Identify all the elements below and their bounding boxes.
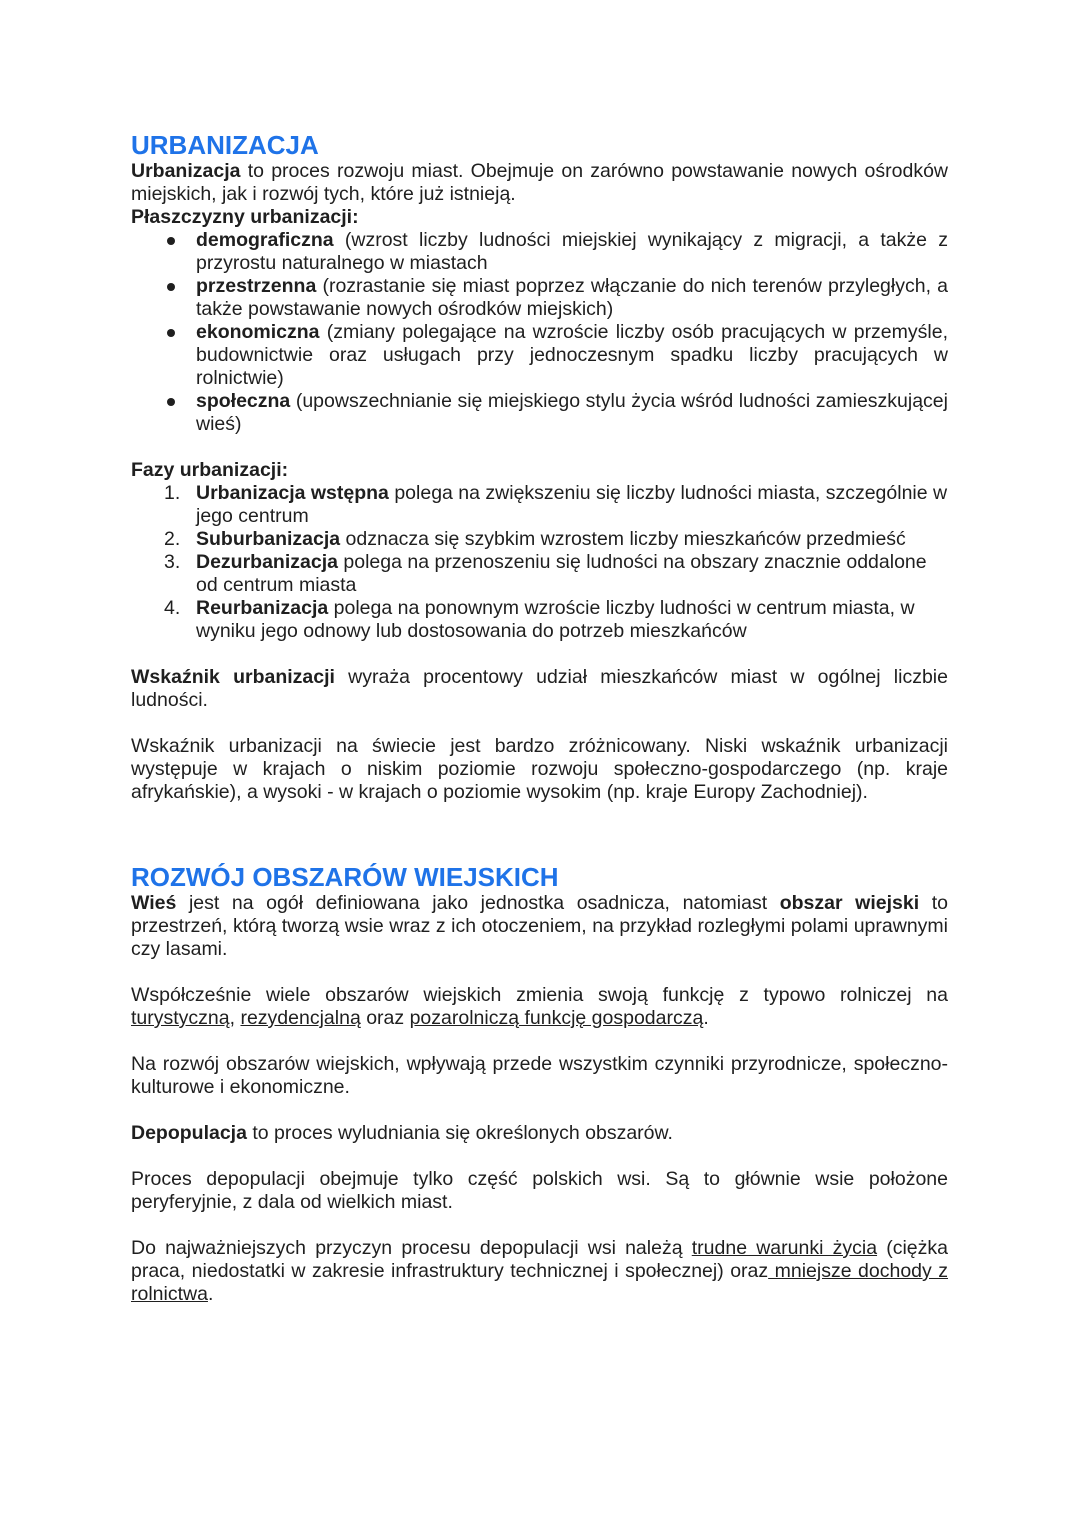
depopulation-scope-paragraph: Proces depopulacji obejmuje tylko część polskich wsi. Są to głównie wsie położone peryferyjnie, z dala od wielkich miast. bbox=[131, 1168, 948, 1213]
urbanization-definition: Urbanizacja to proces rozwoju miast. Obejmuje on zarówno powstawanie nowych ośrodków miejskich, jak i rozwój tych, które już istnieją. bbox=[131, 160, 948, 205]
depopulation-definition: Depopulacja to proces wyludniania się określonych obszarów. bbox=[131, 1122, 673, 1144]
section-title-urbanization: URBANIZACJA bbox=[131, 130, 319, 160]
list-item: 1. Urbanizacja wstępna polega na zwiększeniu się liczby ludności miasta, szczególnie w jego centrum bbox=[164, 482, 948, 527]
underlined-term: mniejsze dochody z rolnictwa bbox=[131, 1260, 949, 1305]
urbanization-world-paragraph: Wskaźnik urbanizacji na świecie jest bardzo zróżnicowany. Niski wskaźnik urbanizacji występuje w krajach o niskim poziomie rozwoju społeczno-gospodarczego (np. kraje afrykańskie), a wysoki - w krajach o poziomie wysokim (np. kraje Europy Zachodniej). bbox=[131, 735, 948, 803]
document-content bbox=[131, 130, 948, 1306]
list-item: ekonomiczna (zmiany polegające na wzroście liczby osób pracujących w przemyśle, budownictwie oraz usługach przy jednoczesnym spadku liczby pracujących w rolnictwie) bbox=[196, 321, 948, 389]
section-title-rural: ROZWÓJ OBSZARÓW WIEJSKICH bbox=[131, 862, 559, 892]
list-item: przestrzenna (rozrastanie się miast poprzez włączanie do nich terenów przyległych, a także powstawanie nowych ośrodków miejskich) bbox=[196, 275, 948, 320]
underlined-term: pozarolniczą funkcję gospodarczą bbox=[409, 1007, 704, 1029]
underlined-term: rezydencjalną bbox=[240, 1007, 361, 1029]
village-definition: Wieś jest na ogół definiowana jako jednostka osadnicza, natomiast obszar wiejski to przestrzeń, którą tworzą wsie wraz z ich otoczeniem, na przykład rozległymi polami uprawnymi czy lasami. bbox=[131, 892, 948, 960]
phases-heading: Fazy urbanizacji: bbox=[131, 459, 289, 481]
rural-function-paragraph: Współcześnie wiele obszarów wiejskich zmienia swoją funkcję z typowo rolniczej na turystyczną, rezydencjalną oraz pozarolniczą funkcję gospodarczą. bbox=[131, 984, 948, 1029]
dimensions-heading: Płaszczyzny urbanizacji: bbox=[131, 206, 359, 228]
rural-factors-paragraph: Na rozwój obszarów wiejskich, wpływają przede wszystkim czynniki przyrodnicze, społeczno-kulturowe i ekonomiczne. bbox=[131, 1053, 948, 1098]
list-item: demograficzna (wzrost liczby ludności miejskiej wynikający z migracji, a także z przyrostu naturalnego w miastach bbox=[196, 229, 948, 274]
depopulation-causes-paragraph: Do najważniejszych przyczyn procesu depopulacji wsi należą trudne warunki życia (ciężka praca, niedostatki w zakresie infrastruktury technicznej i społecznej) oraz mniejsze dochody z rolnictwa. bbox=[131, 1237, 949, 1305]
urbanization-index-definition: Wskaźnik urbanizacji wyraża procentowy udział mieszkańców miast w ogólnej liczbie ludności. bbox=[131, 666, 948, 711]
list-item: 4. Reurbanizacja polega na ponownym wzroście liczby ludności w centrum miasta, w wyniku jego odnowy lub dostosowania do potrzeb mieszkańców bbox=[164, 597, 915, 642]
dimensions-list bbox=[131, 229, 948, 436]
list-item: 3. Dezurbanizacja polega na przenoszeniu się ludności na obszary znacznie oddalone od centrum miasta bbox=[164, 551, 927, 596]
list-item: 2. Suburbanizacja odznacza się szybkim wzrostem liczby mieszkańców przedmieść bbox=[164, 528, 906, 550]
underlined-term: turystyczną bbox=[131, 1007, 230, 1029]
term: Urbanizacja bbox=[131, 160, 241, 182]
list-item: społeczna (upowszechnianie się miejskiego stylu życia wśród ludności zamieszkującej wieś) bbox=[196, 390, 948, 435]
phases-list bbox=[131, 482, 948, 643]
underlined-term: trudne warunki życia bbox=[691, 1237, 878, 1259]
